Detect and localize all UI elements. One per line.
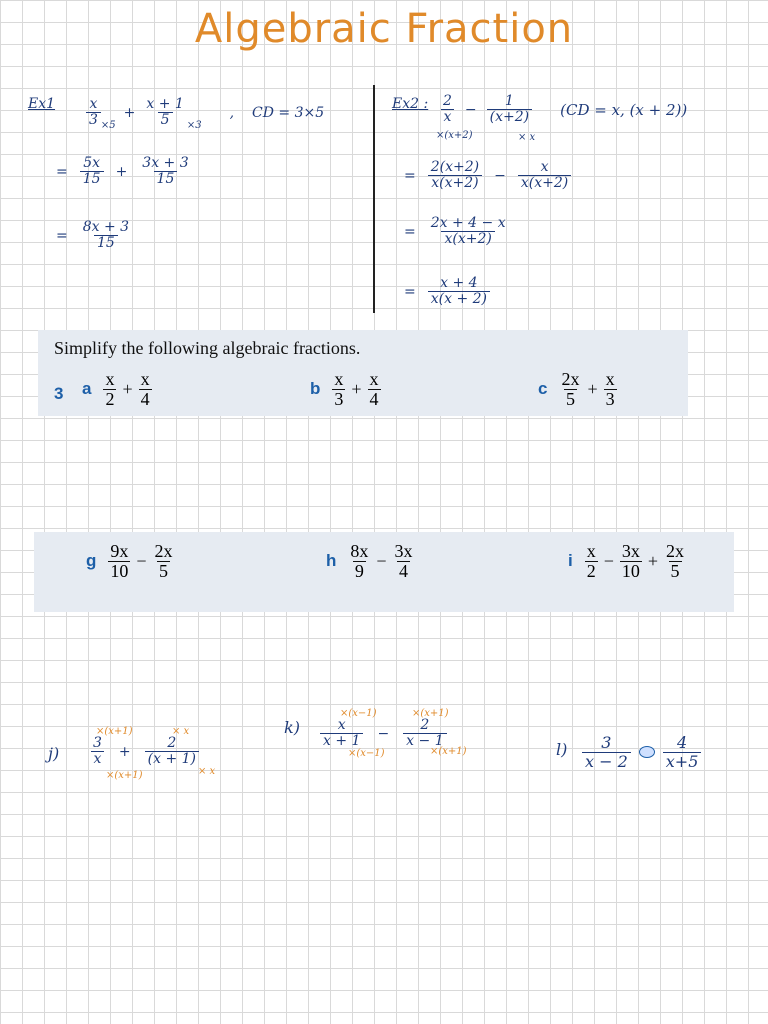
- exercise-item-c: c $\frac{2x}{5}$ + $\frac{x}{3}$: [538, 369, 615, 409]
- highlighted-operator: [639, 746, 655, 758]
- common-denominator: (CD = x, (x + 2)): [560, 100, 688, 119]
- fraction: $\frac{x + 1}{5}$: [146, 95, 184, 128]
- exercise-item-i: i $\frac{x}{2}$ − $\frac{3x}{10}$ + $\frac{2x}{5}$: [568, 541, 685, 581]
- task-k: k) ×(x−1) ×(x+1) $\frac{x}{x + 1}$ − $\frac{2}{x - 1}$ ×(x−1) ×(x+1): [284, 708, 467, 759]
- exercise-number: 3: [54, 384, 64, 403]
- fraction: $\frac{4}{x+5}$: [663, 734, 702, 770]
- exercise-heading: Simplify the following algebraic fractions.: [54, 338, 361, 358]
- example-1-line-3: = $\frac{8x + 3}{15}$: [56, 220, 132, 252]
- fraction: $\frac{5x}{15}$: [80, 156, 104, 188]
- fraction: $\frac{8x + 3}{15}$: [82, 219, 130, 252]
- example-1-line-1: $\frac{x}{3}$ ×5 + $\frac{x + 1}{5}$ ×3 , CD = 3×5: [86, 94, 324, 131]
- exercise-item-h: h $\frac{8x}{9}$ − $\frac{3x}{4}$: [326, 541, 413, 581]
- fraction: $\frac{x}{x(x+2)}$: [518, 160, 571, 192]
- example-2-line-1: $\frac{2}{x}$ − $\frac{1}{(x+2)}$ (CD = x, (x + 2)): [440, 94, 687, 126]
- fraction: $\frac{2}{x - 1}$: [403, 718, 446, 750]
- fraction: $\frac{2}{(x + 1)}$: [145, 736, 199, 768]
- fraction: $\frac{2(x+2)}{x(x+2)}$: [428, 160, 482, 192]
- task-l: l) $\frac{3}{x - 2}$ $\frac{4}{x+5}$: [556, 730, 736, 780]
- textbook-panel-2: [34, 532, 734, 612]
- example-1-label: Ex1: [28, 96, 56, 112]
- fraction: $\frac{3}{x}$: [90, 736, 105, 768]
- exercise-item-b: b $\frac{x}{3}$ + $\frac{x}{4}$: [310, 369, 379, 409]
- example-2-line-3: = $\frac{2x + 4 - x}{x(x+2)}$: [404, 216, 509, 248]
- fraction: $\frac{3x + 3}{15}$: [142, 155, 189, 188]
- example-2-line-2: = $\frac{2(x+2)}{x(x+2)}$ − $\frac{x}{x(x+2)}$: [404, 160, 571, 192]
- fraction: $\frac{2x + 4 - x}{x(x+2)}$: [430, 215, 506, 248]
- fraction: $\frac{1}{(x+2)}$: [487, 94, 532, 126]
- example-1-line-2: = $\frac{5x}{15}$ + $\frac{3x + 3}{15}$: [56, 156, 192, 188]
- fraction: $\frac{x}{x + 1}$: [320, 718, 363, 750]
- exercise-item-a: a $\frac{x}{2}$ + $\frac{x}{4}$: [82, 369, 150, 409]
- task-j: j) ×(x+1) × x $\frac{3}{x}$ + $\frac{2}{(x + 1)}$ ×(x+1) × x: [48, 726, 216, 781]
- exercise-item-g: g $\frac{9x}{10}$ − $\frac{2x}{5}$: [86, 541, 173, 581]
- page-title: Algebraic Fraction: [194, 6, 574, 52]
- textbook-panel-1: [38, 330, 688, 416]
- fraction: $\frac{2}{x}$: [440, 94, 455, 126]
- example-2-label: Ex2 :: [392, 96, 429, 112]
- column-divider: [373, 85, 375, 313]
- fraction: $\frac{3}{x - 2}$: [582, 734, 631, 770]
- example-2-line-4: = $\frac{x + 4}{x(x + 2)}$: [404, 276, 490, 308]
- fraction: $\frac{x + 4}{x(x + 2)}$: [428, 276, 490, 308]
- fraction: $\frac{x}{3}$: [86, 97, 101, 129]
- common-denominator: CD = 3×5: [252, 104, 325, 121]
